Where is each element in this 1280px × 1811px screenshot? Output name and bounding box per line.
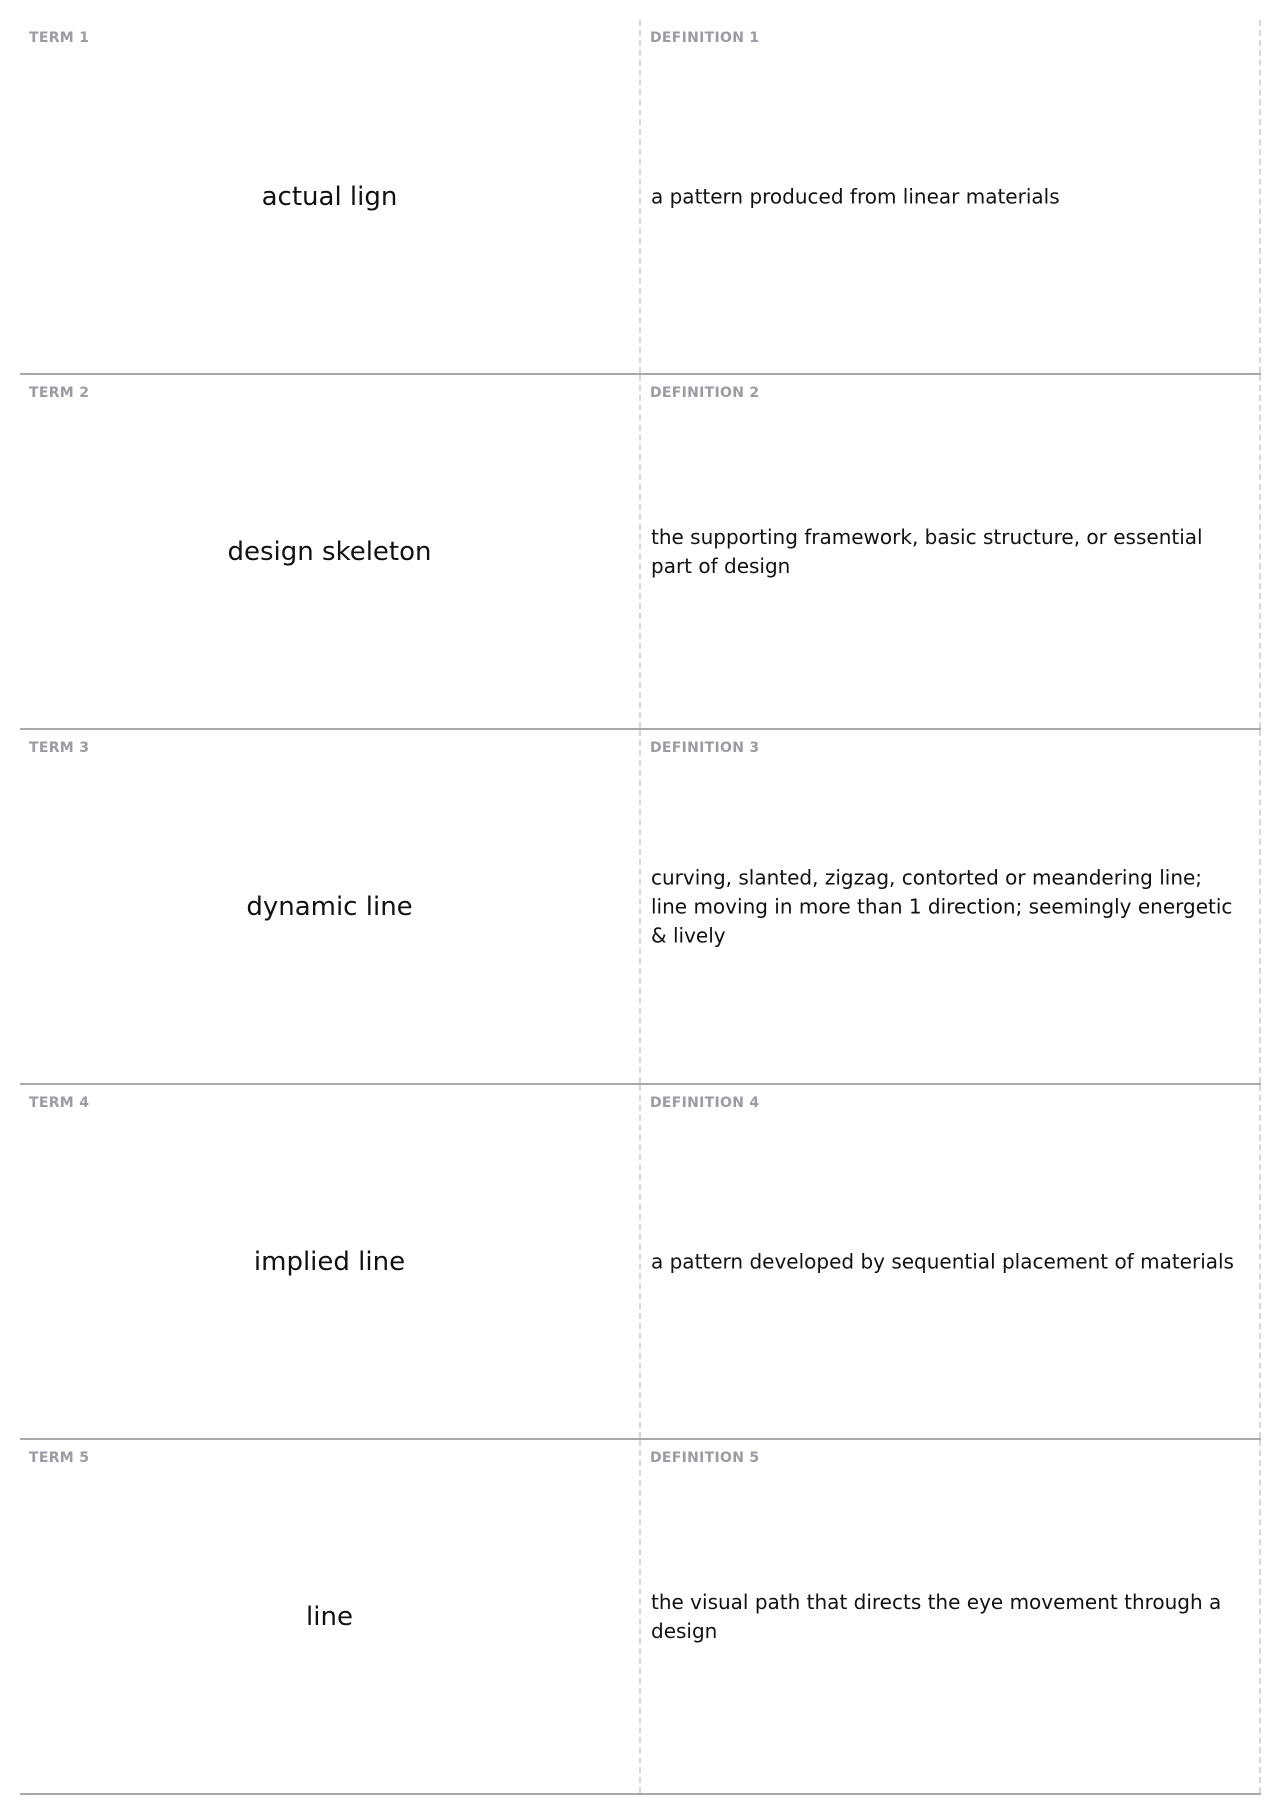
term-label: TERM 2 (29, 385, 90, 401)
definition-text: a pattern produced from linear materials (651, 184, 1060, 208)
flashcard-row (20, 730, 1261, 1085)
flashcard-row (20, 1085, 1261, 1440)
definition-label: DEFINITION 5 (650, 1450, 760, 1466)
definition-cell (641, 1440, 1261, 1793)
term-label: TERM 1 (29, 30, 90, 46)
term-cell (20, 730, 641, 1083)
term-text: actual lign (261, 181, 398, 212)
flashcard-row (20, 1440, 1261, 1795)
definition-text: the visual path that directs the eye movement through a design (651, 1589, 1222, 1643)
definition-label: DEFINITION 2 (650, 385, 760, 401)
term-text: design skeleton (227, 536, 432, 567)
flashcard-row (20, 375, 1261, 730)
flashcard-row (20, 20, 1261, 375)
term-text: line (306, 1601, 353, 1632)
definition-label: DEFINITION 1 (650, 30, 760, 46)
flashcard-sheet (20, 20, 1261, 1795)
definition-label: DEFINITION 4 (650, 1095, 760, 1111)
term-text: dynamic line (246, 891, 413, 922)
term-label: TERM 4 (29, 1095, 90, 1111)
definition-cell (641, 375, 1261, 728)
definition-text: the supporting framework, basic structure, or essential part of design (651, 524, 1203, 578)
definition-text: curving, slanted, zigzag, contorted or meandering line; line moving in more than 1 direction; seemingly energetic & lively (651, 865, 1233, 947)
definition-cell (641, 20, 1261, 373)
definition-cell (641, 730, 1261, 1083)
term-text: implied line (253, 1246, 406, 1277)
term-label: TERM 5 (29, 1450, 90, 1466)
term-cell (20, 1085, 641, 1438)
definition-label: DEFINITION 3 (650, 740, 760, 756)
term-label: TERM 3 (29, 740, 90, 756)
definition-text: a pattern developed by sequential placement of materials (651, 1249, 1234, 1273)
term-cell (20, 1440, 641, 1793)
term-cell (20, 375, 641, 728)
definition-cell (641, 1085, 1261, 1438)
term-cell (20, 20, 641, 373)
